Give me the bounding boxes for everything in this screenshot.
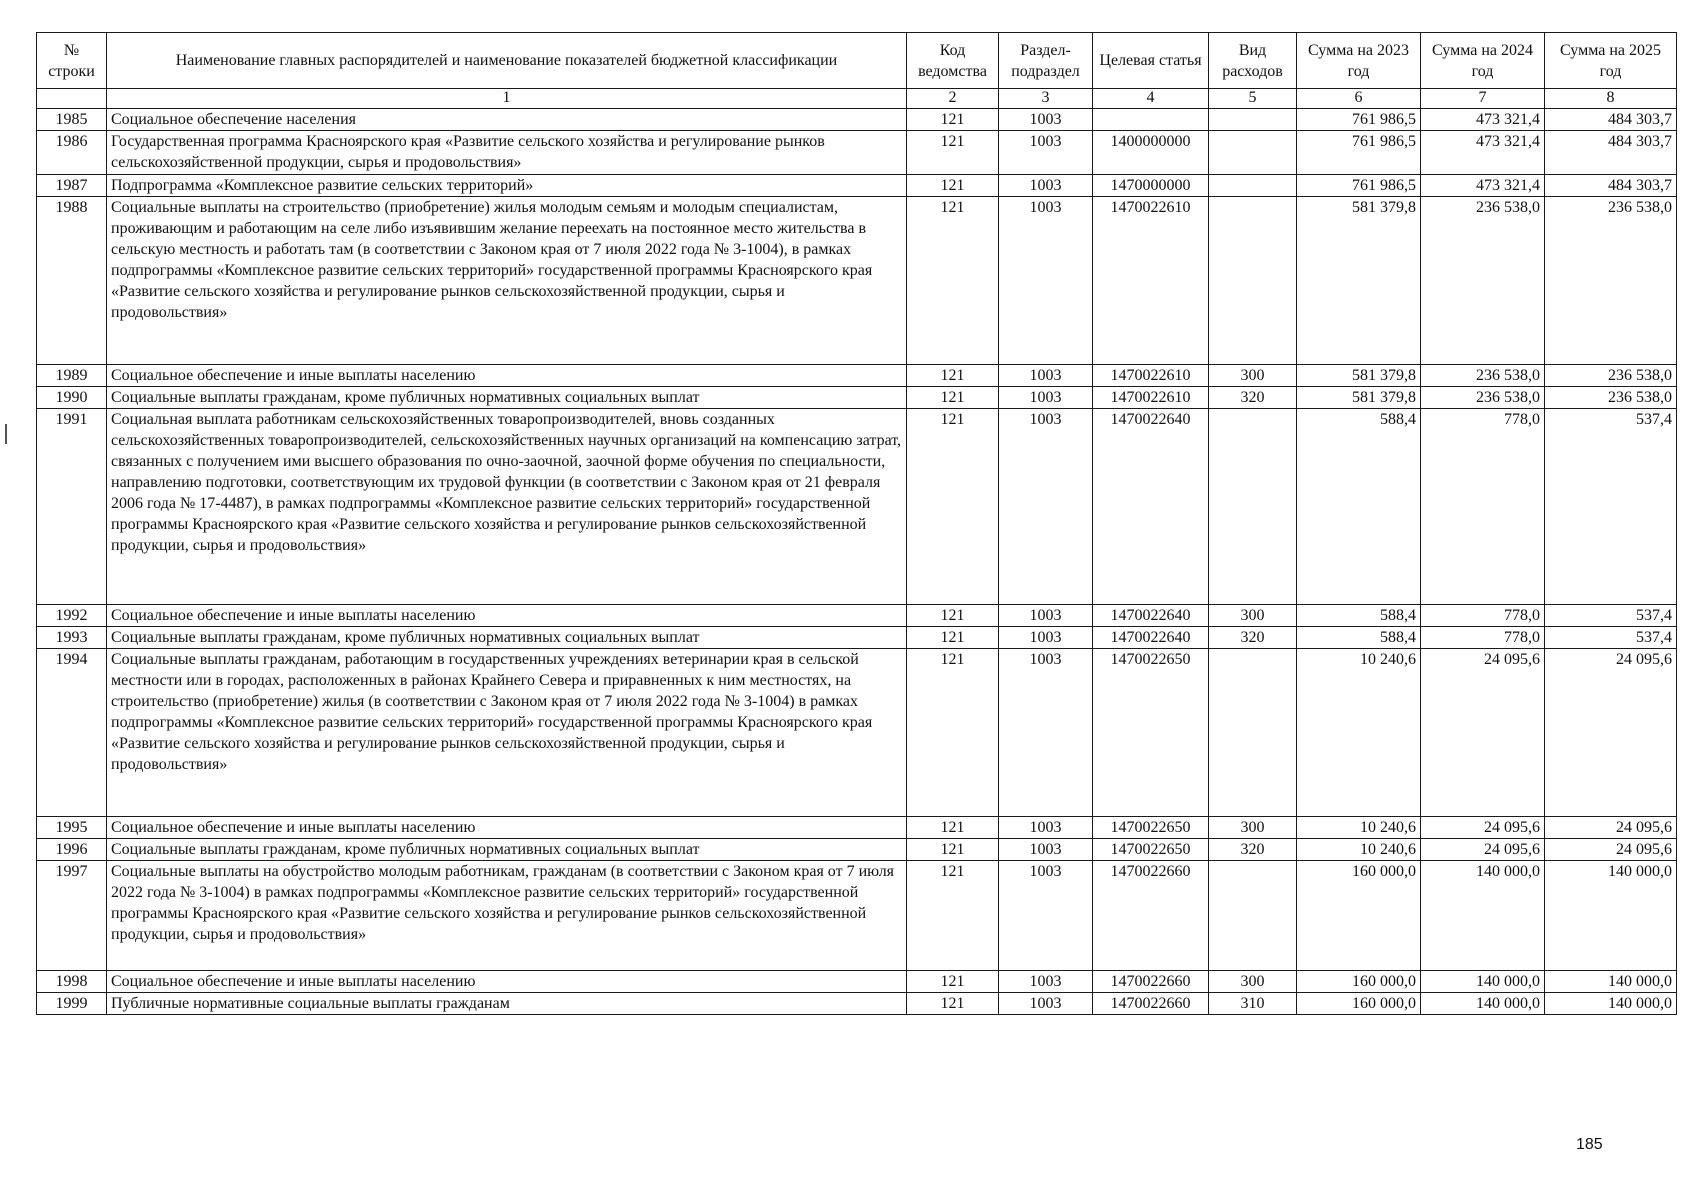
index-cell: 7 xyxy=(1421,89,1545,109)
sum-2025: 236 538,0 xyxy=(1545,365,1677,387)
row-name: Социальные выплаты гражданам, кроме публичных нормативных социальных выплат xyxy=(107,387,907,409)
expense-type xyxy=(1209,861,1297,971)
header-section: Раздел-подраздел xyxy=(999,33,1093,89)
expense-type: 300 xyxy=(1209,817,1297,839)
dept-code: 121 xyxy=(907,649,999,817)
header-expense-type: Вид расходов xyxy=(1209,33,1297,89)
table-row xyxy=(37,387,1677,409)
row-number: 1988 xyxy=(37,197,107,365)
table-row xyxy=(37,131,1677,175)
header-sum-2025: Сумма на 2025 год xyxy=(1545,33,1677,89)
sum-2025: 140 000,0 xyxy=(1545,971,1677,993)
row-name: Социальное обеспечение и иные выплаты населению xyxy=(107,817,907,839)
dept-code: 121 xyxy=(907,387,999,409)
target-code: 1470022640 xyxy=(1093,409,1209,605)
expense-type xyxy=(1209,649,1297,817)
table-row xyxy=(37,605,1677,627)
row-number: 1987 xyxy=(37,175,107,197)
sum-2025: 537,4 xyxy=(1545,409,1677,605)
section-code: 1003 xyxy=(999,409,1093,605)
target-code: 1470022610 xyxy=(1093,197,1209,365)
sum-2025: 140 000,0 xyxy=(1545,993,1677,1015)
sum-2025: 24 095,6 xyxy=(1545,649,1677,817)
target-code: 1470022610 xyxy=(1093,365,1209,387)
section-code: 1003 xyxy=(999,839,1093,861)
sum-2025: 484 303,7 xyxy=(1545,131,1677,175)
dept-code: 121 xyxy=(907,197,999,365)
target-code: 1470000000 xyxy=(1093,175,1209,197)
sum-2025: 140 000,0 xyxy=(1545,861,1677,971)
sum-2024: 24 095,6 xyxy=(1421,839,1545,861)
sum-2024: 473 321,4 xyxy=(1421,131,1545,175)
expense-type: 320 xyxy=(1209,627,1297,649)
section-code: 1003 xyxy=(999,175,1093,197)
section-code: 1003 xyxy=(999,387,1093,409)
row-name: Подпрограмма «Комплексное развитие сельских территорий» xyxy=(107,175,907,197)
header-sum-2024: Сумма на 2024 год xyxy=(1421,33,1545,89)
sum-2024: 24 095,6 xyxy=(1421,649,1545,817)
expense-type xyxy=(1209,409,1297,605)
index-row xyxy=(37,89,1677,109)
table-row xyxy=(37,365,1677,387)
sum-2024: 140 000,0 xyxy=(1421,993,1545,1015)
row-name: Социальное обеспечение населения xyxy=(107,109,907,131)
table-row xyxy=(37,817,1677,839)
sum-2023: 160 000,0 xyxy=(1297,993,1421,1015)
index-cell: 3 xyxy=(999,89,1093,109)
target-code: 1400000000 xyxy=(1093,131,1209,175)
margin-mark xyxy=(5,424,7,444)
dept-code: 121 xyxy=(907,131,999,175)
target-code: 1470022660 xyxy=(1093,971,1209,993)
table-row xyxy=(37,197,1677,365)
row-number: 1986 xyxy=(37,131,107,175)
sum-2023: 10 240,6 xyxy=(1297,839,1421,861)
target-code: 1470022610 xyxy=(1093,387,1209,409)
expense-type xyxy=(1209,197,1297,365)
section-code: 1003 xyxy=(999,605,1093,627)
row-name: Социальное обеспечение и иные выплаты населению xyxy=(107,605,907,627)
header-row-no: № строки xyxy=(37,33,107,89)
section-code: 1003 xyxy=(999,861,1093,971)
header-dept-code: Код ведомства xyxy=(907,33,999,89)
row-name: Социальная выплата работникам сельскохозяйственных товаропроизводителей, вновь созданных сельскохозяйственных товаропроизводителей, сельскохозяйственных научных организаций на компенсацию затрат, связанных с получением ими высшего образования по очно-заочной, заочной форме обучения по специальности, направлению подготовки, соответствующим их трудовой функции (в соответствии с Законом края от 21 февраля 2006 года № 17-4487), в рамках подпрограммы «Комплексное развитие сельских территорий» государственной программы Красноярского края «Развитие сельского хозяйства и регулирование рынков сельскохозяйственной продукции, сырья и продовольствия» xyxy=(107,409,907,605)
sum-2023: 761 986,5 xyxy=(1297,175,1421,197)
sum-2024: 473 321,4 xyxy=(1421,175,1545,197)
row-name: Государственная программа Красноярского края «Развитие сельского хозяйства и регулирование рынков сельскохозяйственной продукции, сырья и продовольствия» xyxy=(107,131,907,175)
expense-type: 300 xyxy=(1209,971,1297,993)
sum-2023: 581 379,8 xyxy=(1297,197,1421,365)
row-number: 1993 xyxy=(37,627,107,649)
sum-2025: 484 303,7 xyxy=(1545,109,1677,131)
sum-2025: 537,4 xyxy=(1545,605,1677,627)
expense-type: 310 xyxy=(1209,993,1297,1015)
sum-2024: 236 538,0 xyxy=(1421,197,1545,365)
section-code: 1003 xyxy=(999,971,1093,993)
sum-2025: 537,4 xyxy=(1545,627,1677,649)
target-code xyxy=(1093,109,1209,131)
section-code: 1003 xyxy=(999,197,1093,365)
sum-2024: 236 538,0 xyxy=(1421,365,1545,387)
dept-code: 121 xyxy=(907,627,999,649)
table-row xyxy=(37,175,1677,197)
row-number: 1996 xyxy=(37,839,107,861)
table-row xyxy=(37,649,1677,817)
row-name: Социальные выплаты на обустройство молодым работникам, гражданам (в соответствии с Законом края от 7 июля 2022 года № 3-1004) в рамках подпрограммы «Комплексное развитие сельских территорий» государственной программы Красноярского края «Развитие сельского хозяйства и регулирование рынков сельскохозяйственной продукции, сырья и продовольствия» xyxy=(107,861,907,971)
index-cell-blank xyxy=(37,89,107,109)
index-cell: 8 xyxy=(1545,89,1677,109)
header-target: Целевая статья xyxy=(1093,33,1209,89)
sum-2025: 236 538,0 xyxy=(1545,387,1677,409)
row-number: 1997 xyxy=(37,861,107,971)
row-name: Публичные нормативные социальные выплаты гражданам xyxy=(107,993,907,1015)
sum-2025: 24 095,6 xyxy=(1545,817,1677,839)
target-code: 1470022650 xyxy=(1093,649,1209,817)
header-row xyxy=(37,33,1677,89)
index-cell: 1 xyxy=(107,89,907,109)
table-row xyxy=(37,971,1677,993)
row-name: Социальное обеспечение и иные выплаты населению xyxy=(107,971,907,993)
dept-code: 121 xyxy=(907,365,999,387)
row-number: 1985 xyxy=(37,109,107,131)
index-cell: 6 xyxy=(1297,89,1421,109)
sum-2023: 10 240,6 xyxy=(1297,649,1421,817)
expense-type: 300 xyxy=(1209,365,1297,387)
row-name: Социальные выплаты гражданам, кроме публичных нормативных социальных выплат xyxy=(107,839,907,861)
sum-2024: 236 538,0 xyxy=(1421,387,1545,409)
dept-code: 121 xyxy=(907,109,999,131)
expense-type: 320 xyxy=(1209,387,1297,409)
row-number: 1998 xyxy=(37,971,107,993)
sum-2024: 778,0 xyxy=(1421,627,1545,649)
expense-type: 320 xyxy=(1209,839,1297,861)
header-name: Наименование главных распорядителей и наименование показателей бюджетной классификации xyxy=(107,33,907,89)
sum-2025: 236 538,0 xyxy=(1545,197,1677,365)
target-code: 1470022660 xyxy=(1093,993,1209,1015)
expense-type xyxy=(1209,175,1297,197)
dept-code: 121 xyxy=(907,175,999,197)
row-number: 1992 xyxy=(37,605,107,627)
header-sum-2023: Сумма на 2023 год xyxy=(1297,33,1421,89)
sum-2023: 761 986,5 xyxy=(1297,109,1421,131)
sum-2024: 473 321,4 xyxy=(1421,109,1545,131)
index-cell: 4 xyxy=(1093,89,1209,109)
table-row xyxy=(37,993,1677,1015)
index-cell: 5 xyxy=(1209,89,1297,109)
sum-2023: 581 379,8 xyxy=(1297,365,1421,387)
table-body xyxy=(37,109,1677,1015)
sum-2023: 581 379,8 xyxy=(1297,387,1421,409)
sum-2023: 160 000,0 xyxy=(1297,971,1421,993)
target-code: 1470022640 xyxy=(1093,627,1209,649)
section-code: 1003 xyxy=(999,365,1093,387)
index-cell: 2 xyxy=(907,89,999,109)
sum-2024: 778,0 xyxy=(1421,605,1545,627)
section-code: 1003 xyxy=(999,109,1093,131)
dept-code: 121 xyxy=(907,839,999,861)
sum-2023: 160 000,0 xyxy=(1297,861,1421,971)
section-code: 1003 xyxy=(999,131,1093,175)
sum-2025: 484 303,7 xyxy=(1545,175,1677,197)
section-code: 1003 xyxy=(999,649,1093,817)
dept-code: 121 xyxy=(907,971,999,993)
row-number: 1995 xyxy=(37,817,107,839)
sum-2025: 24 095,6 xyxy=(1545,839,1677,861)
dept-code: 121 xyxy=(907,993,999,1015)
target-code: 1470022650 xyxy=(1093,817,1209,839)
row-name: Социальные выплаты на строительство (приобретение) жилья молодым семьям и молодым специалистам, проживающим и работающим на селе либо изъявившим желание переехать на постоянное место жительства в сельскую местность и работать там (в соответствии с Законом края от 7 июля 2022 года № 3-1004), в рамках подпрограммы «Комплексное развитие сельских территорий» государственной программы Красноярского края «Развитие сельского хозяйства и регулирование рынков сельскохозяйственной продукции, сырья и продовольствия» xyxy=(107,197,907,365)
section-code: 1003 xyxy=(999,627,1093,649)
dept-code: 121 xyxy=(907,605,999,627)
row-number: 1991 xyxy=(37,409,107,605)
row-name: Социальные выплаты гражданам, кроме публичных нормативных социальных выплат xyxy=(107,627,907,649)
page-number: 185 xyxy=(1576,1136,1603,1153)
dept-code: 121 xyxy=(907,861,999,971)
sum-2023: 588,4 xyxy=(1297,409,1421,605)
expense-type xyxy=(1209,109,1297,131)
row-number: 1999 xyxy=(37,993,107,1015)
sum-2023: 588,4 xyxy=(1297,605,1421,627)
row-name: Социальное обеспечение и иные выплаты населению xyxy=(107,365,907,387)
table-row xyxy=(37,839,1677,861)
sum-2023: 761 986,5 xyxy=(1297,131,1421,175)
sum-2023: 10 240,6 xyxy=(1297,817,1421,839)
table-row xyxy=(37,861,1677,971)
sum-2024: 140 000,0 xyxy=(1421,971,1545,993)
target-code: 1470022640 xyxy=(1093,605,1209,627)
row-number: 1990 xyxy=(37,387,107,409)
target-code: 1470022660 xyxy=(1093,861,1209,971)
expense-type xyxy=(1209,131,1297,175)
section-code: 1003 xyxy=(999,817,1093,839)
table-row xyxy=(37,409,1677,605)
table-row xyxy=(37,627,1677,649)
table-row xyxy=(37,109,1677,131)
target-code: 1470022650 xyxy=(1093,839,1209,861)
section-code: 1003 xyxy=(999,993,1093,1015)
sum-2024: 778,0 xyxy=(1421,409,1545,605)
dept-code: 121 xyxy=(907,817,999,839)
sum-2023: 588,4 xyxy=(1297,627,1421,649)
row-name: Социальные выплаты гражданам, работающим в государственных учреждениях ветеринарии края в сельской местности или в городах, расположенных в районах Крайнего Севера и приравненных к ним местностях, на строительство (приобретение) жилья (в соответствии с Законом края от 7 июля 2022 года № 3-1004) в рамках подпрограммы «Комплексное развитие сельских территорий» государственной программы Красноярского края «Развитие сельского хозяйства и регулирование рынков сельскохозяйственной продукции, сырья и продовольствия» xyxy=(107,649,907,817)
sum-2024: 140 000,0 xyxy=(1421,861,1545,971)
expense-type: 300 xyxy=(1209,605,1297,627)
dept-code: 121 xyxy=(907,409,999,605)
sum-2024: 24 095,6 xyxy=(1421,817,1545,839)
row-number: 1994 xyxy=(37,649,107,817)
row-number: 1989 xyxy=(37,365,107,387)
budget-table xyxy=(36,32,1677,1015)
